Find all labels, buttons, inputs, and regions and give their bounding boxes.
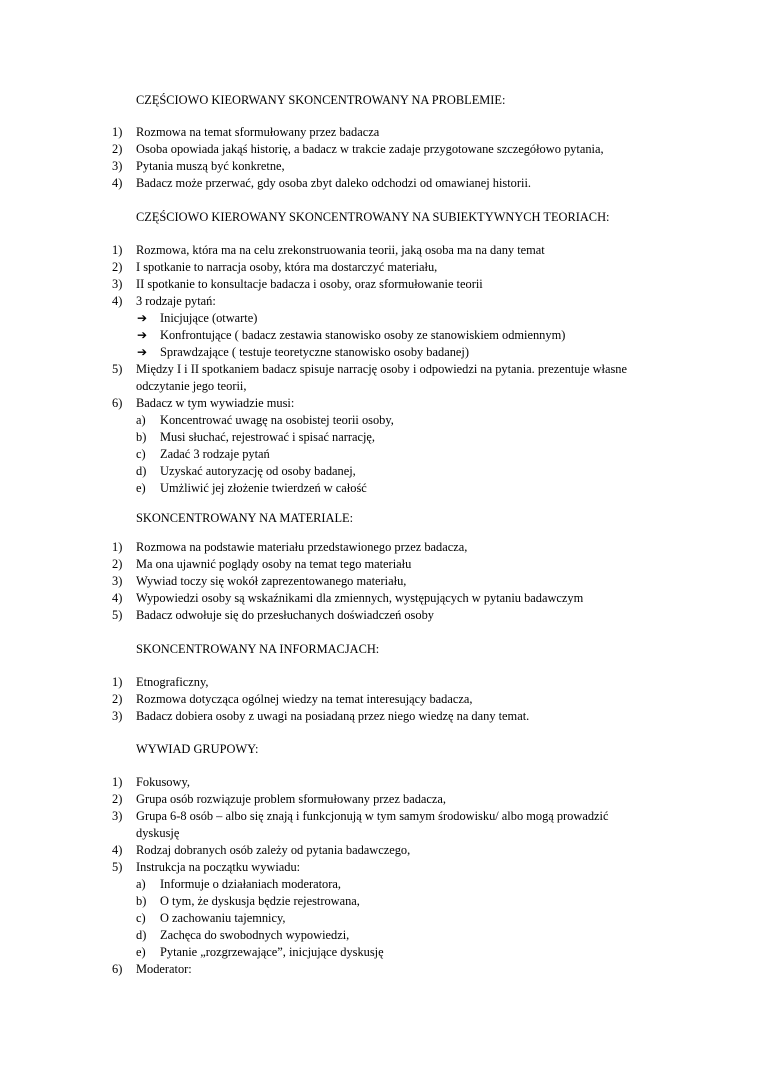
list-number: 1) [112,243,123,257]
sub-item: Musi słuchać, rejestrować i spisać narrację, [160,430,376,444]
list-number: 4) [112,294,123,308]
list-item: Moderator: [136,962,192,976]
bullet-item: Sprawdzające ( testuje teoretyczne stanowisko osoby badanej) [160,345,469,359]
section-heading-information: SKONCENTROWANY NA INFORMACJACH: [136,642,380,656]
list-item: Ma ona ujawnić poglądy osoby na temat tego materiału [136,557,412,571]
list-number: 4) [112,843,123,857]
sub-item: Uzyskać autoryzację od osoby badanej, [160,464,356,478]
list-item: Instrukcja na początku wywiadu: [136,860,301,874]
arrow-right-icon: ➔ [137,311,148,325]
sub-letter: e) [136,945,146,959]
list-number: 3) [112,159,123,173]
list-number: 6) [112,962,123,976]
list-item: Etnograficzny, [136,675,209,689]
list-number: 2) [112,692,123,706]
list-item: Osoba opowiada jakąś historię, a badacz w trakcie zadaje przygotowane szczegółowo pytania, [136,142,604,156]
list-item: Badacz w tym wywiadzie musi: [136,396,295,410]
arrow-right-icon: ➔ [137,345,148,359]
list-item: Rozmowa dotycząca ogólnej wiedzy na temat interesujący badacza, [136,692,473,706]
section-heading-problem: CZĘŚCIOWO KIEORWANY SKONCENTROWANY NA PROBLEMIE: [136,93,506,107]
list-number: 2) [112,557,123,571]
list-number: 3) [112,709,123,723]
list-item: Grupa osób rozwiązuje problem sformułowany przez badacza, [136,792,446,806]
list-item-continuation: dyskusję [136,826,180,840]
list-number: 1) [112,540,123,554]
sub-letter: a) [136,877,146,891]
sub-letter: b) [136,430,147,444]
sub-letter: b) [136,894,147,908]
list-number: 3) [112,574,123,588]
list-item: Fokusowy, [136,775,190,789]
bullet-item: Inicjujące (otwarte) [160,311,258,325]
list-number: 3) [112,809,123,823]
list-number: 1) [112,775,123,789]
list-number: 5) [112,860,123,874]
sub-item: Zachęca do swobodnych wypowiedzi, [160,928,350,942]
list-item: Rozmowa na temat sformułowany przez badacza [136,125,380,139]
list-item: Między I i II spotkaniem badacz spisuje narrację osoby i odpowiedzi na pytania. prezentuje własne [136,362,627,376]
list-item: II spotkanie to konsultacje badacza i osoby, oraz sformułowanie teorii [136,277,483,291]
arrow-right-icon: ➔ [137,328,148,342]
bullet-item: Konfrontujące ( badacz zestawia stanowisko osoby ze stanowiskiem odmiennym) [160,328,566,342]
list-item: 3 rodzaje pytań: [136,294,216,308]
list-number: 5) [112,608,123,622]
list-number: 2) [112,260,123,274]
sub-letter: c) [136,911,146,925]
list-item: Pytania muszą być konkretne, [136,159,285,173]
sub-item: O zachowaniu tajemnicy, [160,911,286,925]
list-item: Grupa 6-8 osób – albo się znają i funkcjonują w tym samym środowisku/ albo mogą prowadzić [136,809,609,823]
list-item: Badacz odwołuje się do przesłuchanych doświadczeń osoby [136,608,434,622]
sub-item: Umżliwić jej złożenie twierdzeń w całość [160,481,367,495]
sub-letter: e) [136,481,146,495]
list-number: 5) [112,362,123,376]
section-heading-group-interview: WYWIAD GRUPOWY: [136,742,259,756]
list-number: 3) [112,277,123,291]
sub-letter: d) [136,464,147,478]
sub-item: Koncentrować uwagę na osobistej teorii osoby, [160,413,394,427]
list-item: I spotkanie to narracja osoby, która ma dostarczyć materiału, [136,260,438,274]
list-item-continuation: odczytanie jego teorii, [136,379,247,393]
list-item: Rozmowa na podstawie materiału przedstawionego przez badacza, [136,540,468,554]
list-number: 2) [112,142,123,156]
list-item: Badacz dobiera osoby z uwagi na posiadaną przez niego wiedzę na dany temat. [136,709,530,723]
section-heading-subjective-theories: CZĘŚCIOWO KIEROWANY SKONCENTROWANY NA SUBIEKTYWNYCH TEORIACH: [136,210,610,224]
list-number: 4) [112,176,123,190]
list-number: 1) [112,675,123,689]
list-item: Rozmowa, która ma na celu zrekonstruowania teorii, jaką osoba ma na dany temat [136,243,545,257]
list-item: Wywiad toczy się wokół zaprezentowanego materiału, [136,574,407,588]
sub-letter: c) [136,447,146,461]
sub-item: Pytanie „rozgrzewające”, inicjujące dyskusję [160,945,384,959]
list-item: Wypowiedzi osoby są wskaźnikami dla zmiennych, występujących w pytaniu badawczym [136,591,584,605]
list-number: 4) [112,591,123,605]
sub-item: O tym, że dyskusja będzie rejestrowana, [160,894,360,908]
sub-item: Informuje o działaniach moderatora, [160,877,341,891]
sub-letter: d) [136,928,147,942]
sub-item: Zadać 3 rodzaje pytań [160,447,270,461]
list-number: 6) [112,396,123,410]
list-item: Badacz może przerwać, gdy osoba zbyt daleko odchodzi od omawianej historii. [136,176,531,190]
list-number: 2) [112,792,123,806]
section-heading-material: SKONCENTROWANY NA MATERIALE: [136,511,354,525]
sub-letter: a) [136,413,146,427]
list-item: Rodzaj dobranych osób zależy od pytania badawczego, [136,843,411,857]
list-number: 1) [112,125,123,139]
